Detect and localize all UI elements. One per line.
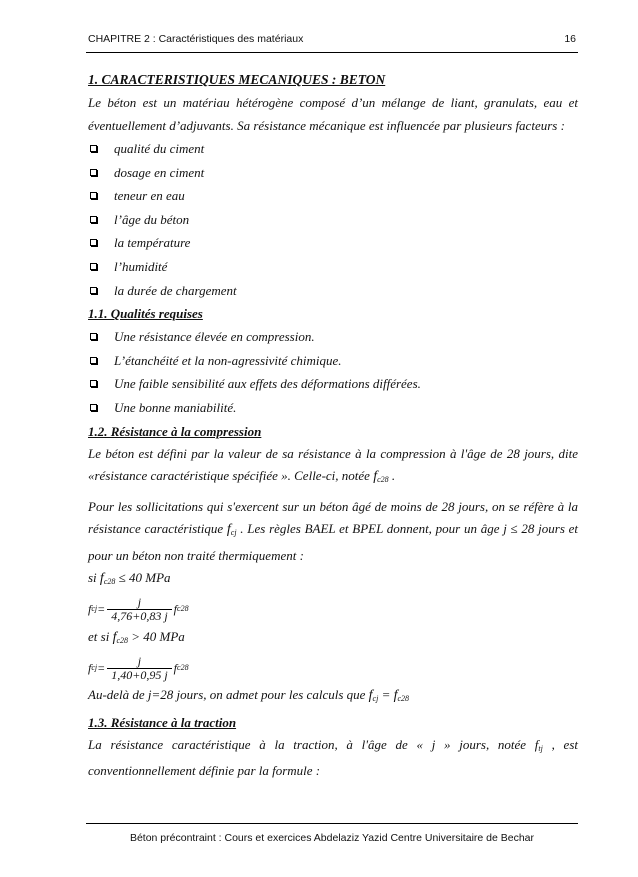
checkbox-bullet-icon — [90, 263, 97, 270]
list-item: la température — [88, 231, 578, 255]
formula-2: f cj = $\frac{j}{1,40+0,95 j}$ f c28 — [88, 653, 189, 682]
checkbox-bullet-icon — [90, 333, 97, 340]
section-1-3-heading: 1.3. Résistance à la traction — [88, 714, 237, 730]
list-item: dosage en ciment — [88, 161, 578, 185]
chapter-title: CHAPITRE 2 : Caractéristiques des matériaux — [88, 33, 304, 45]
header-rule — [86, 52, 578, 53]
checkbox-bullet-icon — [90, 192, 97, 199]
section-1-1-heading: 1.1. Qualités requises — [88, 306, 203, 322]
section-1-heading: 1. CARACTERISTIQUES MECANIQUES : BETON — [88, 72, 386, 87]
list-item: Une résistance élevée en compression. — [88, 325, 578, 349]
formula-1: f cj = $\frac{j}{4,76+0,83 j}$ f c28 — [88, 595, 189, 624]
list-item: Une bonne maniabilité. — [88, 396, 578, 420]
requirements-list — [88, 325, 578, 419]
checkbox-bullet-icon — [90, 287, 97, 294]
factors-list — [88, 137, 578, 302]
page-header — [86, 33, 578, 49]
page-number: 16 — [564, 33, 576, 45]
condition-2: et si $f_{c28} > 40$ MPa — [88, 628, 185, 645]
page-body — [88, 68, 578, 783]
list-item: Une faible sensibilité aux effets des déformations différées. — [88, 372, 578, 396]
checkbox-bullet-icon — [90, 145, 97, 152]
checkbox-bullet-icon — [90, 404, 97, 411]
page-footer: Béton précontraint : Cours et exercices Abdelaziz Yazid Centre Universitaire de Bechar — [129, 832, 535, 844]
checkbox-bullet-icon — [90, 357, 97, 364]
beyond-28-days: Au-delà de j=28 jours, on admet pour les calculs que $f_{cj} = f_{c28}$ — [88, 687, 410, 704]
list-item: teneur en eau — [88, 184, 578, 208]
checkbox-bullet-icon — [90, 380, 97, 387]
checkbox-bullet-icon — [90, 169, 97, 176]
list-item: qualité du ciment — [88, 137, 578, 161]
list-item: la durée de chargement — [88, 279, 578, 303]
condition-1: si $f_{c28} \le 40$ MPa — [88, 570, 171, 587]
footer-rule — [86, 823, 578, 824]
checkbox-bullet-icon — [90, 239, 97, 246]
compression-paragraph-1: Le béton est défini par la valeur de sa résistance à la compression à l'âge de 28 jours, dite «résistance caractéristique spécifiée ». Celle-ci, notée $f_{c28}$ . — [88, 445, 578, 485]
compression-paragraph-2: Pour les sollicitations qui s'exercent sur un béton âgé de moins de 28 jours, on se réfère à la résistance caractéristique $f_{cj}$ . Les règles BAEL et BPEL donnent, pour un âge j ≤ 28 jours et pour un béton non traité thermiquement : — [88, 498, 578, 563]
list-item: l’humidité — [88, 255, 578, 279]
traction-paragraph: La résistance caractéristique à la traction, à l'âge de « j » jours, notée $f_{tj}$ , est conventionnellement définie par la formule : — [88, 736, 578, 779]
checkbox-bullet-icon — [90, 216, 97, 223]
section-1-intro: Le béton est un matériau hétérogène composé d’un mélange de liant, granulats, eau et éventuellement d’adjuvants. Sa résistance mécanique est influencée par plusieurs facteurs : — [88, 95, 578, 133]
list-item: L’étanchéité et la non-agressivité chimique. — [88, 349, 578, 373]
list-item: l’âge du béton — [88, 208, 578, 232]
section-1-2-heading: 1.2. Résistance à la compression — [88, 423, 262, 439]
